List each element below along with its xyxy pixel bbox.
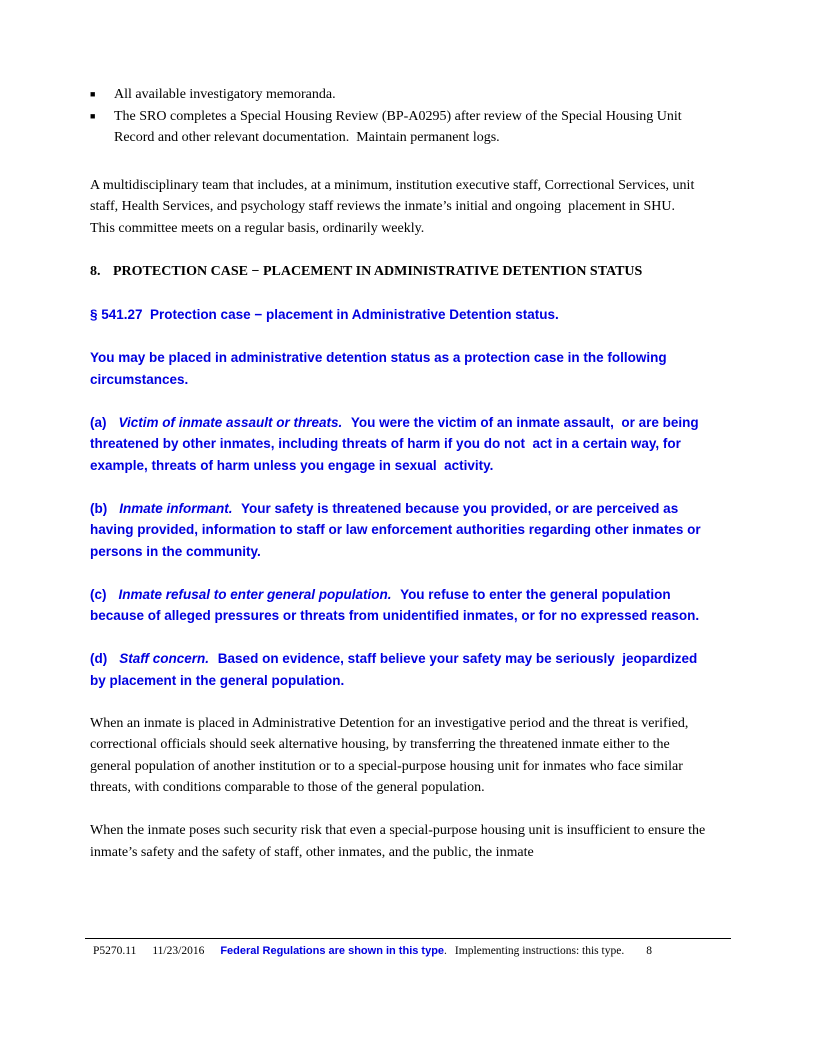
paragraph-alternative-housing: When an inmate is placed in Administrative Detention for an investigative period and the threat is verified, correctional officials should seek alternative housing, by transferring the threatened inmate either to the general population of another institution or to a special-purpose housing unit for inmates who face similar threats, with conditions comparable to those of the general population. — [90, 715, 692, 795]
item-text: Based on evidence, staff believe your safety may be seriously jeopardized by placement in the general population. — [90, 651, 701, 688]
regulation-intro: You may be placed in administrative detention status as a protection case in the following circumstances. — [90, 350, 671, 387]
item-label: (c) — [90, 586, 107, 602]
item-lead: Inmate informant. — [119, 500, 233, 516]
footer-doc-number: P5270.11 — [93, 945, 137, 957]
section-heading — [90, 261, 706, 283]
item-label: (a) — [90, 414, 107, 430]
regulation-item-b — [90, 498, 706, 563]
list-item — [90, 106, 706, 149]
item-lead: Staff concern. — [119, 651, 210, 666]
bullet-list — [90, 84, 706, 149]
paragraph-security-risk: When the inmate poses such security risk that even a special-purpose housing unit is insufficient to ensure the inmate’s safety and the safety of staff, other inmates, and the public, the inmate — [90, 823, 709, 860]
item-text: You refuse to enter the general population because of alleged pressures or threats from unidentified inmates, or for no expressed reason. — [90, 586, 700, 623]
footer-instructions-note: Implementing instructions: this type. — [454, 945, 625, 957]
document-content — [90, 84, 709, 885]
paragraph-team-review: A multidisciplinary team that includes, at a minimum, institution executive staff, Correctional Services, unit staff, Health Services, and psychology staff reviews the inmate’s initial and ongoing placement in SHU. This committee meets on a regular basis, ordinarily weekly. — [90, 177, 698, 236]
regulation-item-a — [90, 412, 706, 477]
footer-page-number: 8 — [646, 945, 652, 957]
page-footer — [85, 938, 731, 958]
section-number: 8. — [90, 263, 101, 279]
regulation-item-c — [90, 584, 706, 627]
bullet-text: The SRO completes a Special Housing Review (BP-A0295) after review of the Special Housing Unit Record and other relevant documentation. Maintain permanent logs. — [114, 108, 686, 145]
item-text: You were the victim of an inmate assault, or are being threatened by other inmates, including threats of harm if you do not act in a certain way, for example, threats of harm unless you engage in sexual activity. — [90, 414, 703, 473]
footer-date: 11/23/2016 — [152, 945, 205, 957]
footer-separator: . — [444, 945, 447, 957]
bullet-square-icon: ■ — [90, 89, 96, 99]
item-text: Your safety is threatened because you provided, or are perceived as having provided, information to staff or law enforcement authorities regarding other inmates or persons in the community. — [90, 500, 705, 559]
item-lead: Victim of inmate assault or threats. — [118, 414, 343, 430]
item-label: (d) — [90, 651, 108, 666]
footer-federal-note: Federal Regulations are shown in this type — [220, 945, 445, 957]
regulation-heading: § 541.27 Protection case − placement in Administrative Detention status. — [90, 307, 559, 322]
regulation-item-d — [90, 648, 706, 691]
item-label: (b) — [90, 500, 108, 516]
section-title: PROTECTION CASE − PLACEMENT IN ADMINISTRATIVE DETENTION STATUS — [113, 263, 643, 279]
bullet-text: All available investigatory memoranda. — [114, 87, 336, 102]
bullet-square-icon: ■ — [90, 110, 96, 121]
item-lead: Inmate refusal to enter general population. — [118, 586, 392, 602]
list-item — [90, 84, 706, 106]
